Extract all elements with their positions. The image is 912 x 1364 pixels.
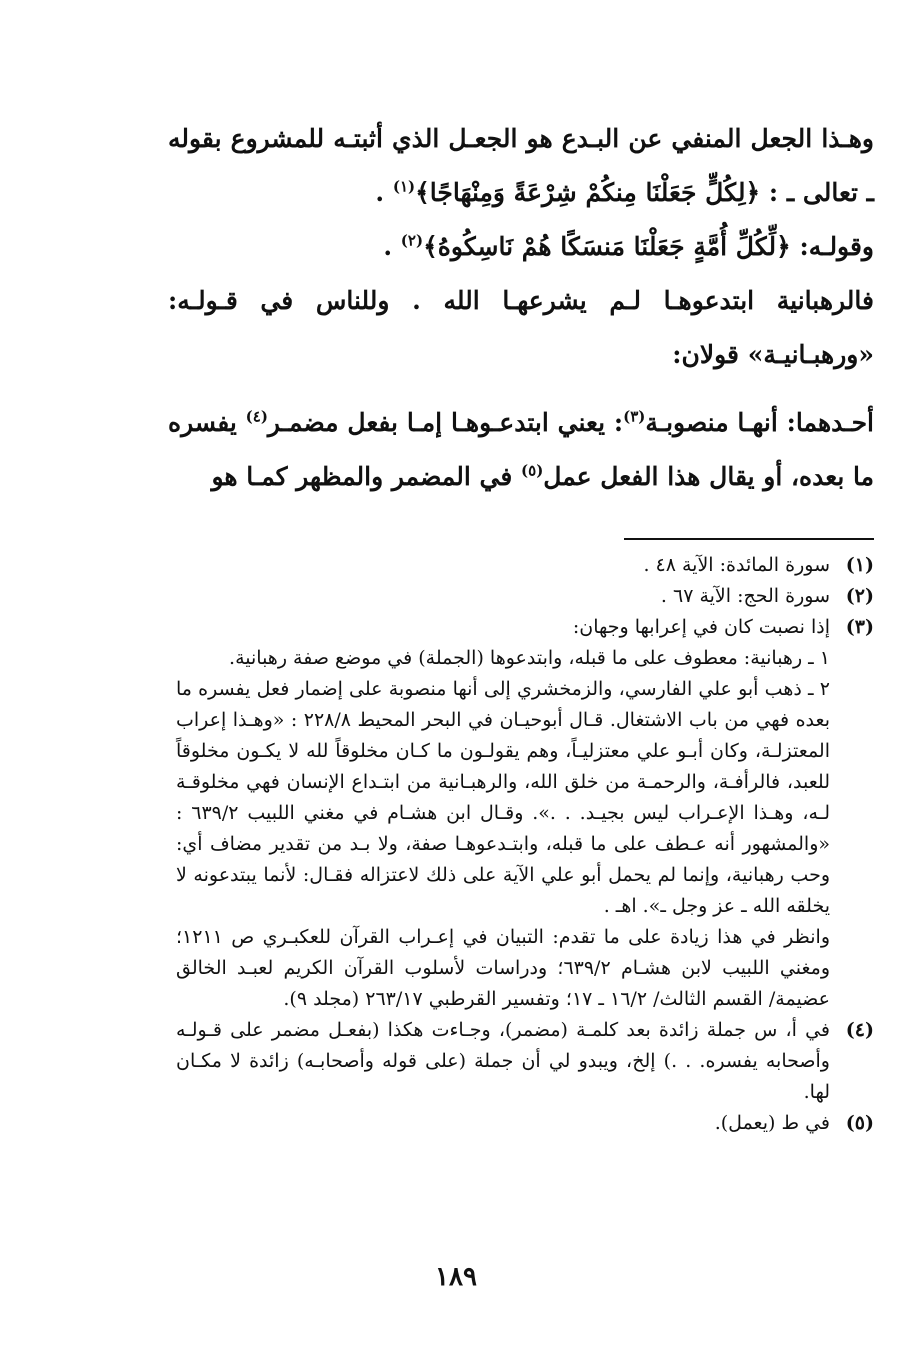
footnote-5 <box>176 1108 874 1139</box>
footnote-3-item-2: ٢ ـ ذهب أبو علي الفارسي، والزمخشري إلى أنها منصوبة على إضمار فعل يفسره ما بعده فهي من باب الاشتغال. قـال أبوحيـان في البحر المحيط ٢٢٨/٨ : «وهـذا إعراب المعتزلـة، وكان أبـو علي معتزليـاً، وهم يقولـون ما كـان مخلوقاً لله لا يكـون مخلوقاً للعبد، فالرأفـة، والرحمـة من خلق الله، والرهبـانية من ابتـداع الإنسان فهي مخلوقـة لـه، وهـذا الإعـراب ليس بجيـد. . .». وقـال ابن هشـام في مغني اللبيب ٦٣٩/٢ : «والمشهور أنه عـطف على ما قبله، وابتـدعوهـا صفة، ولا بـد من تقدير مضاف أي: وحب رهبانية، وإنما لم يحمل أبو علي الآية على ذلك لاعتزاله فقـال: لأنما يبتدعونه لا يخلقه الله ـ عز وجل ـ». اهـ . <box>176 678 830 917</box>
paragraph-4-text-d: في المضمر والمظهر كمـا هو <box>211 462 522 491</box>
footnote-2 <box>176 581 874 612</box>
paragraph-4-text-c: يفسره ما بعده، أو يقال هذا الفعل عمل <box>168 408 874 491</box>
footnote-3 <box>176 612 874 1015</box>
paragraph-4-text-b: : يعني ابتدعـوهـا إمـا بفعل مضمـر <box>267 408 624 437</box>
footnote-ref-2[interactable]: (٢) <box>400 231 424 250</box>
paragraph-3: فالرهبانية ابتدعوهـا لـم يشرعهـا الله . وللناس في قـولـه: «ورهبـانيـة» قولان: <box>168 286 874 369</box>
paragraph-4-text-a: أنهـا منصوبـة <box>645 408 787 437</box>
footnote-number: (١) <box>845 554 874 576</box>
quran-verse-1: ﴿لِكُلٍّ جَعَلْنَا مِنكُمْ شِرْعَةً وَمِنْهَاجًا﴾ <box>415 178 761 207</box>
footnote-number: (٤) <box>845 1019 874 1041</box>
quran-verse-2: ﴿لِّكُلِّ أُمَّةٍ جَعَلْنَا مَنسَكًا هُمْ نَاسِكُوهُ﴾ <box>423 232 791 261</box>
paragraph-1-text: وهـذا الجعل المنفي عن البـدع هو الجعـل الذي أثبتـه للمشروع بقوله ـ تعالى ـ : <box>168 124 874 207</box>
footnote-4 <box>176 1015 874 1108</box>
footnote-separator <box>624 538 874 540</box>
lead-word-first: أحـدهما: <box>786 408 874 437</box>
paragraph-2 <box>168 220 874 274</box>
footnote-3-item-1: ١ ـ رهبانية: معطوف على ما قبله، وابتدعوها (الجملة) في موضع صفة رهبانية. <box>229 647 830 669</box>
footnote-ref-4[interactable]: (٤) <box>245 407 268 426</box>
footnote-number: (٣) <box>845 616 874 638</box>
footnote-1 <box>176 550 874 581</box>
paragraph-2-end: . <box>383 232 401 261</box>
paragraph-1-end: . <box>375 178 393 207</box>
footnote-ref-3[interactable]: (٣) <box>623 407 646 426</box>
footnote-text: سورة المائدة: الآية ٤٨ . <box>643 554 830 576</box>
footnote-text: سورة الحج: الآية ٦٧ . <box>660 585 830 607</box>
footnote-ref-1[interactable]: (١) <box>392 177 416 196</box>
paragraph-1 <box>168 112 874 220</box>
footnote-text: في أ، س جملة زائدة بعد كلمـة (مضمر)، وجـاءت هكذا (بفعـل مضمر على قـولـه وأصحابه يفسره. . .) إلخ، ويبدو لي أن جملة (على قوله وأصحابـه) زائدة لا مكـان لها. <box>176 1019 830 1103</box>
paragraph-4 <box>168 396 874 504</box>
footnote-body <box>176 612 830 1015</box>
footnote-number: (٢) <box>845 585 874 607</box>
footnote-text: في ط (يعمل). <box>714 1112 830 1134</box>
page-number: ١٨٩ <box>435 1262 477 1292</box>
footnote-3-intro: إذا نصبت كان في إعرابها وجهان: <box>572 616 830 638</box>
footnotes <box>176 550 874 1139</box>
footnote-3-item-3: وانظر في هذا زيادة على ما تقدم: التبيان في إعـراب القرآن للعكبـري ص ١٢١١؛ ومغني اللبيب لابن هشـام ٦٣٩/٢؛ ودراسات لأسلوب القرآن الكريم لعبـد الخالق عضيمة/ القسم الثالث/ ١٦/٢ ـ ١٧؛ وتفسير القرطبي ٢٦٣/١٧ (مجلد ٩). <box>176 926 830 1010</box>
main-text <box>168 112 874 504</box>
paragraph-2-text: وقولـه: <box>790 232 874 261</box>
footnote-number: (٥) <box>845 1112 874 1134</box>
footnote-ref-5[interactable]: (٥) <box>521 461 544 480</box>
